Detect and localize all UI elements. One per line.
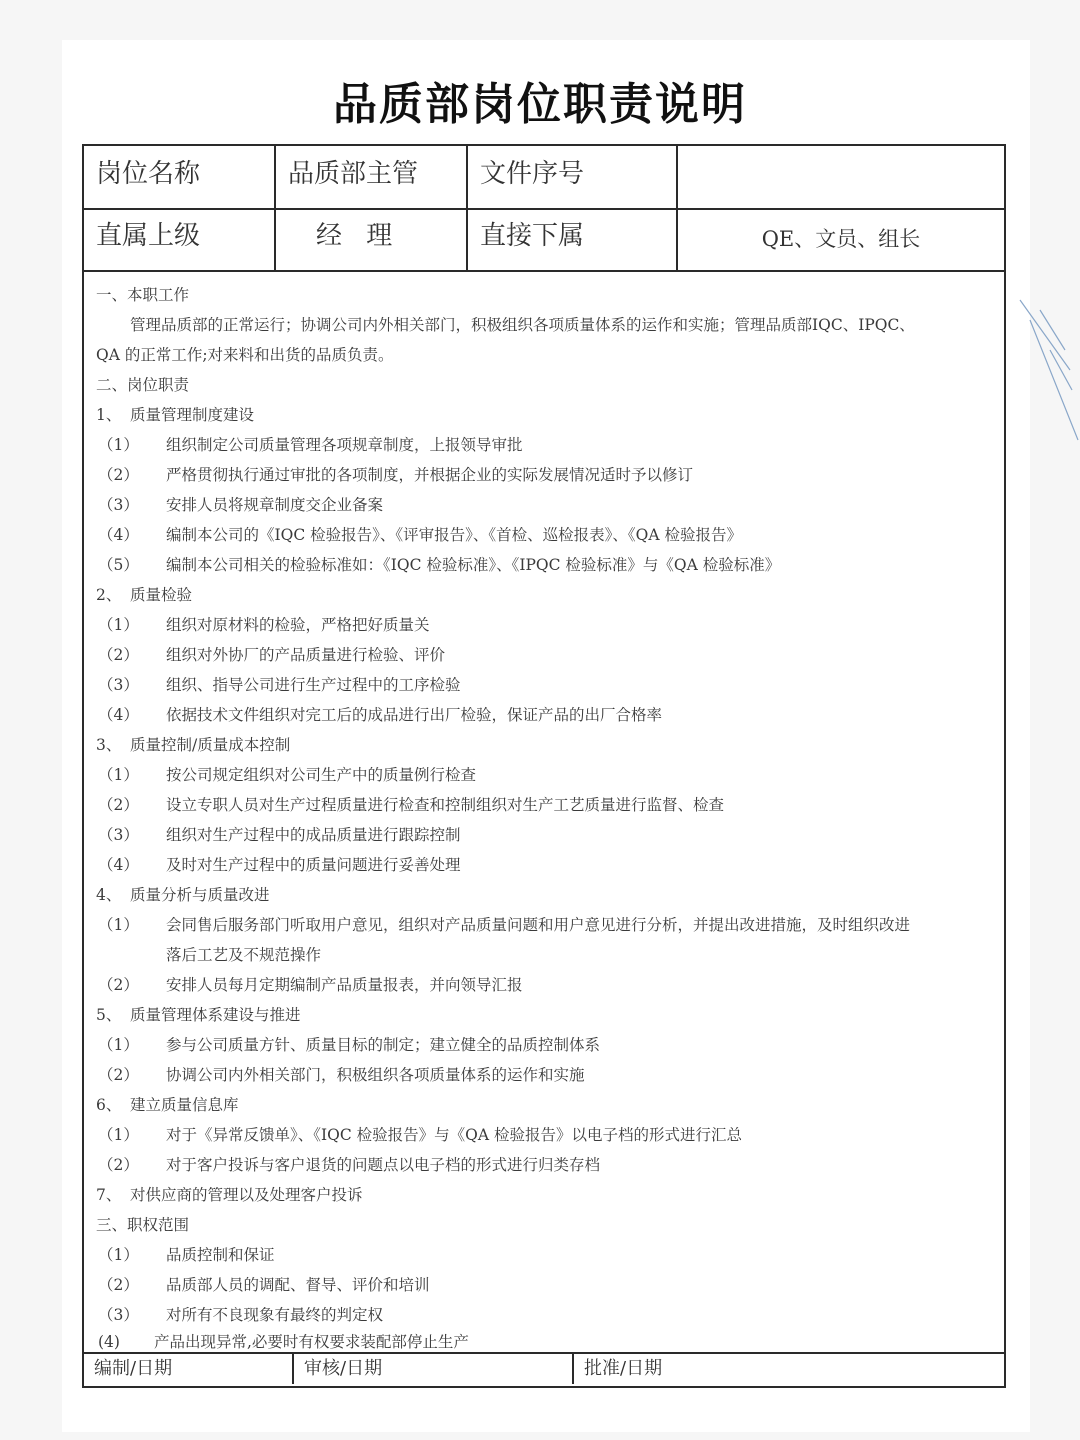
group-title: 4、 质量分析与质量改进	[96, 886, 270, 904]
list-item: （2） 设立专职人员对生产过程质量进行检查和控制组织对生产工艺质量进行监督、检查	[98, 796, 725, 814]
list-item: （2） 严格贯彻执行通过审批的各项制度，并根据企业的实际发展情况适时予以修订	[98, 466, 694, 484]
list-item: （5） 编制本公司相关的检验标准如：《IQC 检验标准》、《IPQC 检验标准》与《QA 检验标准》	[98, 556, 781, 574]
position-name-value: 品质部主管	[276, 146, 468, 208]
group-title: 7、 对供应商的管理以及处理客户投诉	[96, 1186, 363, 1204]
list-item: （2） 协调公司内外相关部门，积极组织各项质量体系的运作和实施	[98, 1066, 585, 1084]
list-item: （1） 组织制定公司质量管理各项规章制度，上报领导审批	[98, 436, 523, 454]
group-title: 5、 质量管理体系建设与推进	[96, 1006, 301, 1024]
list-item: （1） 参与公司质量方针、质量目标的制定；建立健全的品质控制体系	[98, 1036, 601, 1054]
position-name-label: 岗位名称	[84, 146, 276, 208]
superior-value: 经 理	[276, 208, 468, 270]
list-item: （2） 对于客户投诉与客户退货的问题点以电子档的形式进行归类存档	[98, 1156, 601, 1174]
section-title: 二、岗位职责	[96, 376, 190, 394]
list-item: （2） 品质部人员的调配、督导、评价和培训	[98, 1276, 430, 1294]
review-date-cell: 审核/日期	[294, 1354, 574, 1384]
duty-table	[82, 144, 1006, 1388]
paragraph-line: QA 的正常工作;对来料和出货的品质负责。	[96, 346, 394, 364]
list-item: （1） 组织对原材料的检验，严格把好质量关	[98, 616, 430, 634]
duty-content	[96, 280, 996, 1354]
list-item: （1） 按公司规定组织对公司生产中的质量例行检查	[98, 766, 477, 784]
list-item: （3） 安排人员将规章制度交企业备案	[98, 496, 384, 514]
list-item: （3） 组织、指导公司进行生产过程中的工序检验	[98, 676, 461, 694]
subordinate-label: 直接下属	[468, 208, 678, 270]
file-number-label: 文件序号	[468, 146, 678, 208]
header-row-2	[84, 208, 1004, 272]
list-item: （1） 对于《异常反馈单》、《IQC 检验报告》与《QA 检验报告》以电子档的形式进行汇总	[98, 1126, 742, 1144]
list-item: （4） 依据技术文件组织对完工后的成品进行出厂检验，保证产品的出厂合格率	[98, 706, 663, 724]
group-title: 2、 质量检验	[96, 586, 193, 604]
superior-label: 直属上级	[84, 208, 276, 270]
subordinate-value: QE、文员、组长	[761, 227, 921, 251]
pen-scribble-mark	[1010, 290, 1080, 450]
group-title: 1、 质量管理制度建设	[96, 406, 255, 424]
compile-date-cell: 编制/日期	[84, 1354, 294, 1384]
list-item: （4） 及时对生产过程中的质量问题进行妥善处理	[98, 856, 461, 874]
section-title: 一、本职工作	[96, 286, 190, 304]
list-item-continuation: 落后工艺及不规范操作	[166, 946, 322, 964]
list-item: (4) 产品出现异常,必要时有权要求装配部停止生产	[98, 1333, 469, 1351]
list-item: （3） 组织对生产过程中的成品质量进行跟踪控制	[98, 826, 461, 844]
signature-row	[84, 1352, 1004, 1386]
header-row-1	[84, 146, 1004, 210]
group-title: 3、 质量控制/质量成本控制	[96, 736, 291, 754]
approve-date-cell: 批准/日期	[584, 1358, 663, 1379]
list-item: （1） 会同售后服务部门听取用户意见，组织对产品质量问题和用户意见进行分析，并提出改进措施，及时组织改进	[98, 916, 911, 934]
list-item: （3） 对所有不良现象有最终的判定权	[98, 1306, 384, 1324]
page-title: 品质部岗位职责说明	[333, 79, 747, 130]
section-title: 三、职权范围	[96, 1216, 190, 1234]
list-item: （2） 组织对外协厂的产品质量进行检验、评价	[98, 646, 446, 664]
file-number-value	[678, 146, 1004, 208]
list-item: （2） 安排人员每月定期编制产品质量报表，并向领导汇报	[98, 976, 523, 994]
paragraph-line: 管理品质部的正常运行；协调公司内外相关部门，积极组织各项质量体系的运作和实施；管理品质部IQC、IPQC、	[130, 316, 915, 334]
group-title: 6、 建立质量信息库	[96, 1096, 239, 1114]
list-item: （4） 编制本公司的《IQC 检验报告》、《评审报告》、《首检、巡检报表》、《QA 检验报告》	[98, 526, 742, 544]
list-item: （1） 品质控制和保证	[98, 1246, 275, 1264]
